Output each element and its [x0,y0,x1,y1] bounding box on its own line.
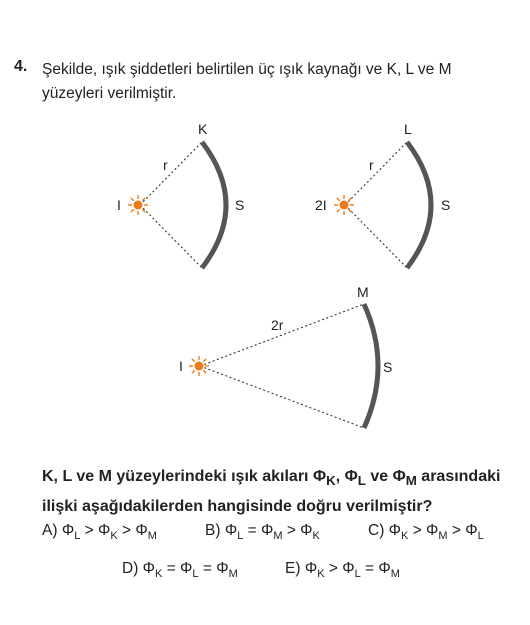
distance-l-label: r [369,157,374,173]
question-text: Şekilde, ışık şiddetleri belirtilen üç ışık kaynağı ve K, L ve M yüzeyleri verilmiştir. [42,61,452,102]
surface-k-label: K [198,121,208,137]
area-m-label: S [383,359,393,375]
light-source-icon [334,195,354,215]
question-number: 4. [14,58,28,75]
light-source-icon [189,356,209,376]
setup-l [315,121,450,268]
prompt-line-1: K, L ve M yüzeylerindeki ışık akıları $\Phi_K$, $\Phi_L$ ve $\Phi_M$ arasındaki [42,468,501,489]
option-d[interactable]: D) $\Phi_K = \Phi_L = \Phi_M$ [122,560,238,581]
distance-m-label: 2r [271,317,284,333]
surface-l-arc [407,142,431,268]
area-k-label: S [235,197,245,213]
ray-bottom-l [345,205,407,268]
source-k-label: I [117,197,121,213]
option-a[interactable]: A) $\Phi_L > \Phi_K > \Phi_M$ [42,522,157,543]
source-l-label: 2I [315,197,327,213]
ray-top-k [140,142,202,205]
ray-bottom-m [200,366,364,428]
setup-m [179,284,392,428]
setup-k [117,121,244,268]
option-c[interactable]: C) $\Phi_K > \Phi_M > \Phi_L$ [368,522,484,543]
surface-l-label: L [404,121,412,137]
ray-top-m [200,304,364,366]
ray-bottom-k [140,205,202,268]
distance-k-label: r [163,157,168,173]
option-e[interactable]: E) $\Phi_K > \Phi_L = \Phi_M$ [285,560,400,581]
light-source-icon [128,195,148,215]
question-prompt [42,464,522,520]
surface-m-label: M [357,284,369,300]
area-l-label: S [441,197,451,213]
prompt-line-2: ilişki aşağıdakilerden hangisinde doğru verilmiştir? [42,498,433,516]
option-b[interactable]: B) $\Phi_L = \Phi_M > \Phi_K$ [205,522,320,543]
source-m-label: I [179,358,183,374]
ray-top-l [345,142,407,205]
surface-m-arc [364,304,378,428]
surface-k-arc [202,142,226,268]
